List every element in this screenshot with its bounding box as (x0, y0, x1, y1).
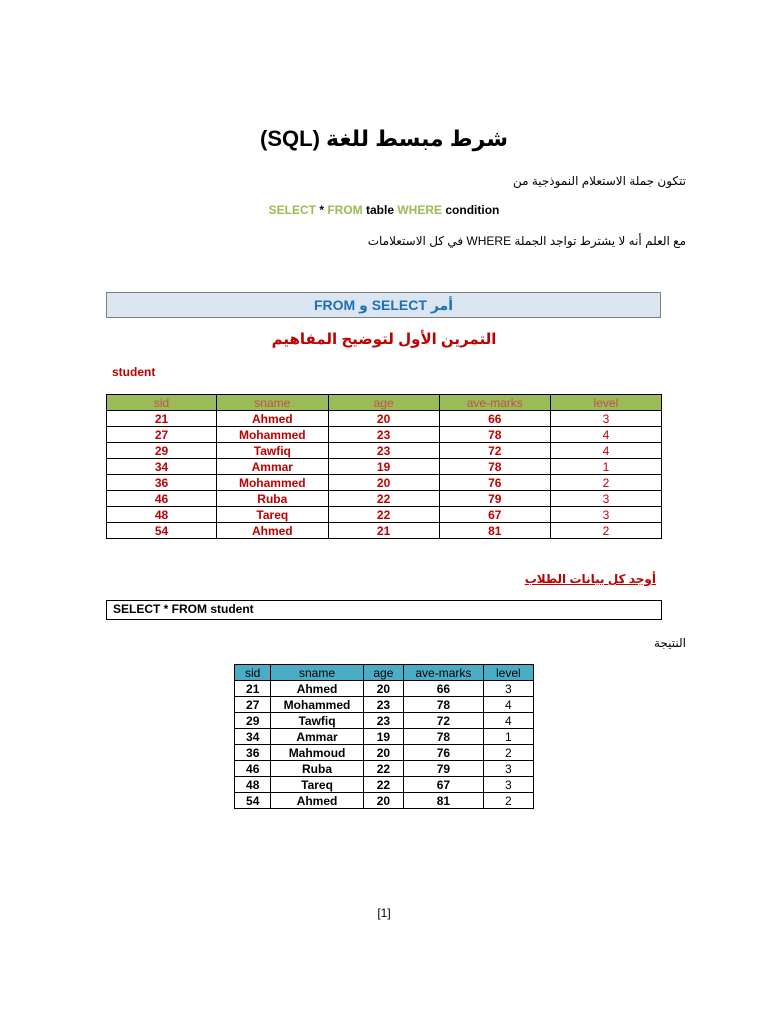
table-cell: 46 (107, 491, 217, 507)
column-header: level (483, 665, 533, 681)
table-cell: 19 (363, 729, 403, 745)
select-keyword: SELECT (268, 203, 316, 217)
table-cell: Ahmed (271, 793, 363, 809)
table-cell: 79 (439, 491, 550, 507)
table-cell: Ruba (217, 491, 329, 507)
table-row (107, 411, 662, 427)
table-cell: 19 (328, 459, 439, 475)
table-cell: 22 (363, 761, 403, 777)
table-cell: 66 (404, 681, 484, 697)
table-cell: 3 (483, 761, 533, 777)
table-row (235, 745, 534, 761)
table-cell: 4 (483, 713, 533, 729)
table-cell: 2 (550, 475, 661, 491)
table-cell: 78 (404, 729, 484, 745)
table-row (107, 443, 662, 459)
table-cell: 48 (235, 777, 271, 793)
table-cell: 23 (363, 697, 403, 713)
column-header: sid (235, 665, 271, 681)
table-cell: 76 (439, 475, 550, 491)
table-cell: 36 (235, 745, 271, 761)
table-cell: Ammar (217, 459, 329, 475)
table-cell: 21 (328, 523, 439, 539)
table-cell: 23 (328, 427, 439, 443)
table-row (235, 713, 534, 729)
table-label: student (112, 365, 156, 379)
table-cell: Ahmed (217, 523, 329, 539)
page-number: [1] (377, 906, 391, 920)
table-cell: 29 (107, 443, 217, 459)
result-label: النتيجة (653, 636, 686, 650)
table-cell: 2 (550, 523, 661, 539)
table-cell: 3 (550, 411, 661, 427)
table-cell: 23 (328, 443, 439, 459)
table-cell: 66 (439, 411, 550, 427)
column-header: age (363, 665, 403, 681)
table-cell: 3 (483, 681, 533, 697)
question-text: أوجد كل بيانات الطلاب (524, 572, 656, 586)
table-cell: Ruba (271, 761, 363, 777)
from-keyword: FROM (327, 203, 363, 217)
table-cell: 20 (363, 681, 403, 697)
table-header-row (235, 665, 534, 681)
table-cell: Mohammed (271, 697, 363, 713)
table-row (107, 491, 662, 507)
table-cell: 78 (404, 697, 484, 713)
column-header: sname (217, 395, 329, 411)
table-cell: 4 (483, 697, 533, 713)
table-row (107, 507, 662, 523)
table-cell: 72 (439, 443, 550, 459)
table-cell: 2 (483, 793, 533, 809)
table-cell: 29 (235, 713, 271, 729)
table-cell: 36 (107, 475, 217, 491)
note-text: مع العلم أنه لا يشترط تواجد الجملة WHERE في كل الاستعلامات (367, 234, 686, 248)
table-cell: Tareq (217, 507, 329, 523)
table-cell: 20 (363, 793, 403, 809)
table-cell: Tareq (271, 777, 363, 793)
table-cell: 48 (107, 507, 217, 523)
table-cell: 3 (550, 491, 661, 507)
table-cell: 72 (404, 713, 484, 729)
table-cell: 1 (483, 729, 533, 745)
table-cell: Mohammed (217, 427, 329, 443)
table-cell: 27 (235, 697, 271, 713)
exercise-title: التمرين الأول لتوضيح المفاهيم (271, 331, 497, 348)
table-cell: 23 (363, 713, 403, 729)
table-row (235, 697, 534, 713)
intro-text: تتكون جملة الاستعلام النموذجية من (512, 174, 686, 188)
table-cell: 79 (404, 761, 484, 777)
table-cell: 21 (107, 411, 217, 427)
table-cell: 22 (328, 491, 439, 507)
table-cell: 20 (328, 475, 439, 491)
table-cell: 81 (404, 793, 484, 809)
table-cell: 34 (107, 459, 217, 475)
column-header: level (550, 395, 661, 411)
query-box: SELECT * FROM student (106, 600, 662, 620)
table-cell: Ammar (271, 729, 363, 745)
table-cell: Mohammed (217, 475, 329, 491)
table-word: table (366, 203, 395, 217)
table-cell: 3 (550, 507, 661, 523)
table-cell: 1 (550, 459, 661, 475)
table-cell: 76 (404, 745, 484, 761)
table-row (235, 793, 534, 809)
table-cell: Tawfiq (271, 713, 363, 729)
table-cell: 22 (328, 507, 439, 523)
table-cell: 78 (439, 459, 550, 475)
table-row (107, 523, 662, 539)
table-cell: Mahmoud (271, 745, 363, 761)
table-cell: 27 (107, 427, 217, 443)
column-header: sname (271, 665, 363, 681)
table-row (107, 427, 662, 443)
column-header: ave-marks (439, 395, 550, 411)
table-row (107, 459, 662, 475)
table-cell: 34 (235, 729, 271, 745)
condition-word: condition (445, 203, 500, 217)
column-header: ave-marks (404, 665, 484, 681)
table-cell: Tawfiq (217, 443, 329, 459)
table-cell: Ahmed (271, 681, 363, 697)
table-cell: 3 (483, 777, 533, 793)
table-row (235, 761, 534, 777)
result-table (234, 664, 534, 809)
table-cell: Ahmed (217, 411, 329, 427)
column-header: age (328, 395, 439, 411)
table-cell: 22 (363, 777, 403, 793)
student-table (106, 394, 662, 539)
table-row (235, 681, 534, 697)
table-cell: 2 (483, 745, 533, 761)
table-cell: 54 (235, 793, 271, 809)
table-row (235, 729, 534, 745)
sql-syntax-line (0, 203, 768, 217)
table-cell: 21 (235, 681, 271, 697)
star-symbol: * (319, 203, 324, 217)
table-cell: 4 (550, 443, 661, 459)
table-cell: 81 (439, 523, 550, 539)
table-cell: 46 (235, 761, 271, 777)
table-cell: 4 (550, 427, 661, 443)
column-header: sid (107, 395, 217, 411)
table-cell: 67 (404, 777, 484, 793)
table-row (235, 777, 534, 793)
table-cell: 20 (363, 745, 403, 761)
table-cell: 67 (439, 507, 550, 523)
table-cell: 20 (328, 411, 439, 427)
where-keyword: WHERE (397, 203, 443, 217)
table-row (107, 475, 662, 491)
page-title: شرط مبسط للغة (SQL) (260, 126, 508, 151)
section-header-box: أمر SELECT و FROM (106, 292, 661, 318)
table-cell: 54 (107, 523, 217, 539)
table-header-row (107, 395, 662, 411)
table-cell: 78 (439, 427, 550, 443)
